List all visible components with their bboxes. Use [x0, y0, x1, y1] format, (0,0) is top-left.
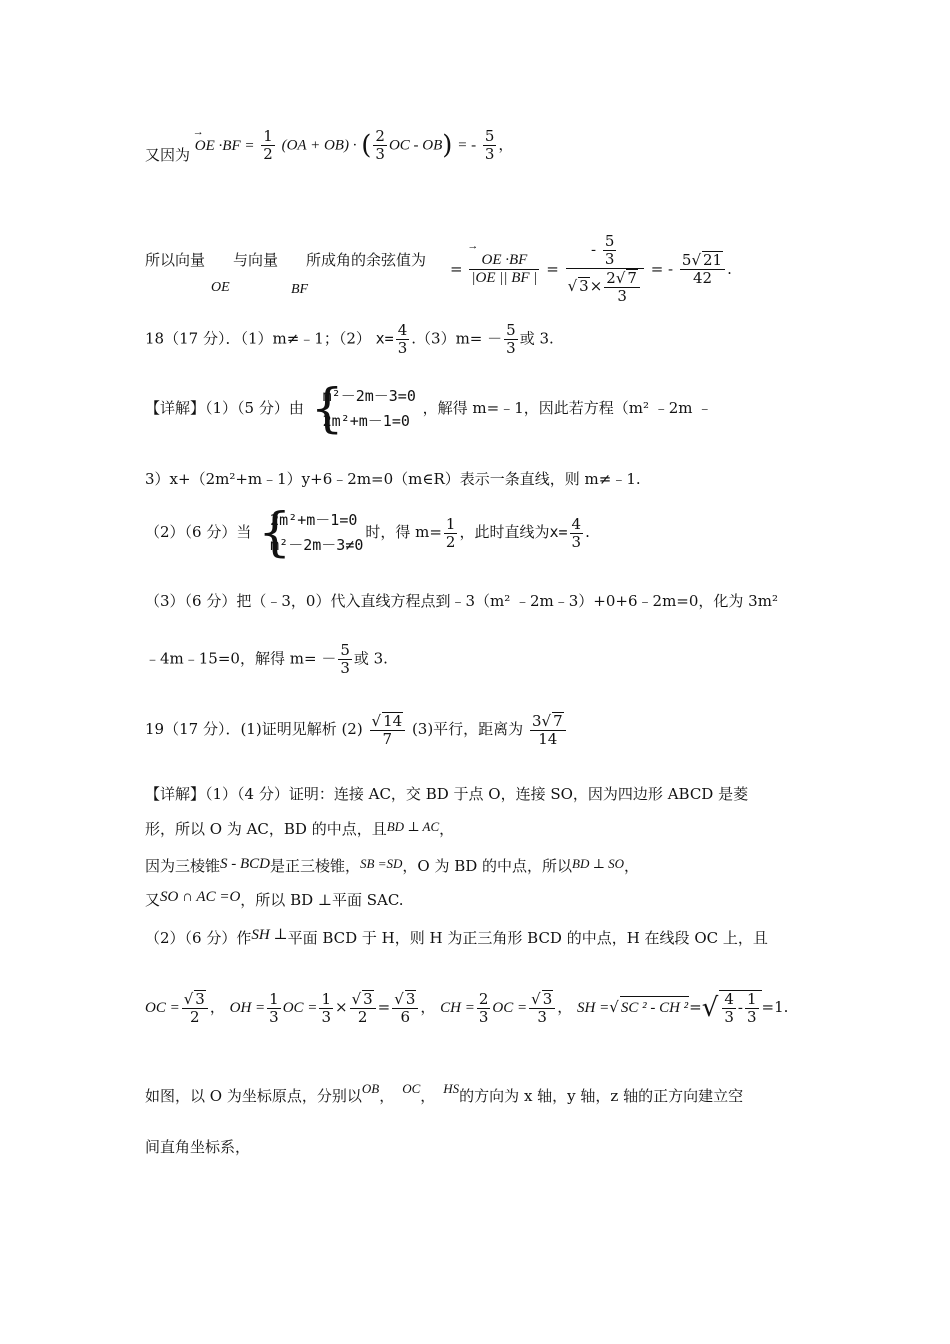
text-xiangliang: 所以向量	[145, 251, 206, 269]
eq-minus: = -	[457, 137, 477, 154]
d19c-pre: 因为三棱锥	[145, 857, 221, 875]
frac-den: |OE || BF |	[471, 269, 538, 286]
frac-sqrt3-2	[350, 990, 376, 1026]
line-oe-bf-dot	[145, 128, 513, 163]
expr-bd-perp-so: BD ⊥ SO	[572, 856, 624, 871]
frac-num: 1	[269, 989, 279, 1008]
d18-pre: 【详解】（1）（5 分）由	[145, 399, 304, 417]
frac-num: √ 3	[529, 990, 555, 1009]
vector-oe-label: OE	[211, 280, 230, 295]
sqrt-3: 3	[195, 990, 205, 1008]
frac-den: 3	[397, 339, 408, 357]
sqrt-big	[719, 990, 761, 1026]
vector-hs: HS	[443, 1081, 460, 1096]
frac-den: 2	[190, 1008, 200, 1026]
d19c-mid2: ，O 为 BD 的中点，所以	[402, 857, 573, 875]
frac-two-thirds	[373, 128, 387, 163]
frac-den: 3	[478, 1007, 489, 1026]
frac-num: √ 3	[392, 990, 418, 1009]
d18c-mid2: ，此时直线为	[459, 523, 550, 541]
frac-den: 2	[263, 145, 273, 163]
line-cosine	[145, 213, 732, 305]
frac-num: 2√ 7	[604, 269, 640, 288]
times: ×	[334, 998, 348, 1016]
sh-label: SH =	[577, 1000, 610, 1016]
equation-system	[310, 379, 416, 439]
text-angle-cos: 所成角的余弦值为	[306, 251, 427, 269]
expr-oe-bf: → OE ·BF =	[195, 135, 255, 157]
frac-num: 2	[375, 127, 385, 145]
sqrt-14: 14	[383, 712, 403, 730]
frac-den: 3	[746, 1008, 757, 1026]
frac-half	[261, 128, 275, 163]
expr-bd-perp-ac: BD ⊥ AC	[386, 819, 440, 834]
frac-den: 3	[269, 1007, 279, 1026]
frac-den: 14	[538, 730, 558, 748]
punct: .	[727, 260, 732, 278]
d18e-tail: 或 3.	[353, 649, 388, 668]
frac-den: 3	[506, 339, 516, 357]
d19c-mid1: 是正三棱锥，	[270, 857, 361, 875]
oc-label: OC =	[145, 1000, 180, 1016]
sqrt-21: 21	[703, 251, 723, 269]
frac-four-thirds	[396, 322, 410, 357]
times: ×	[589, 277, 603, 295]
frac-num: 4	[724, 990, 734, 1008]
frac-num: 1	[746, 990, 757, 1008]
coef: 2	[606, 269, 616, 287]
frac-den: 3	[321, 1007, 331, 1026]
sqrt-7: 7	[553, 712, 563, 730]
frac-sqrt3-3	[529, 990, 555, 1026]
expr-so-cap-ac: SO ∩ AC =O	[160, 889, 241, 905]
frac-den: 6	[400, 1008, 411, 1026]
frac-five-thirds	[483, 128, 497, 163]
q18-answer	[145, 322, 554, 357]
q19-answer	[145, 712, 568, 748]
punct: ，	[557, 998, 573, 1016]
punct: .	[783, 998, 789, 1016]
equation-system	[258, 503, 364, 563]
d19-line1: 【详解】（1）（4 分）证明：连接 AC，交 BD 于点 O，连接 SO，因为四边形 ABCD 是菱	[145, 785, 749, 803]
q18-tail: 或 3.	[519, 329, 554, 348]
d18-part2	[145, 503, 590, 563]
paren-close: )	[442, 130, 453, 161]
punct: ，	[420, 998, 436, 1016]
x-eq: x=	[375, 329, 394, 348]
sqrt-3: 3	[363, 990, 373, 1008]
expr-s-bcd: S - BCD	[220, 856, 271, 872]
d19g-pre: 如图，以 O 为坐标原点，分别以	[145, 1087, 362, 1105]
d19-line3	[145, 855, 639, 878]
result: =1	[761, 998, 784, 1016]
d19-line8: 间直角坐标系，	[145, 1138, 251, 1156]
frac-one-third	[267, 991, 281, 1026]
frac-num: 5√ 21	[680, 251, 725, 270]
minus: －	[321, 649, 337, 668]
frac-den: 3	[484, 145, 495, 163]
frac-den: 3	[604, 250, 615, 268]
expr-sh-perp: SH ⊥	[251, 927, 288, 943]
frac-den: 3	[340, 659, 350, 677]
frac-num: - $\frac{5}{3}$	[566, 233, 644, 269]
frac-num: 5	[604, 232, 615, 250]
d19d-pre: 又	[145, 891, 161, 909]
sqrt-3: 3	[405, 990, 416, 1008]
eq-line: m²－2m－3≠0	[270, 536, 364, 554]
frac-den: 3	[724, 1008, 734, 1026]
d19e-post: 平面 BCD 于 H，则 H 为正三角形 BCD 的中点，H 在线段 OC 上，且	[287, 929, 768, 947]
eq-line: m²－2m－3=0	[322, 387, 416, 405]
d18c-mid: 时，得 m=	[365, 523, 442, 541]
frac-sqrt3-6	[392, 990, 418, 1026]
frac-half	[444, 516, 458, 551]
punct: ，	[209, 998, 225, 1016]
d18e-pre: ﹣4m﹣15=0，解得 m=	[145, 649, 317, 668]
sqrt-sc2-ch2: SC ² - CH ²	[620, 996, 689, 1019]
frac-den: 2	[445, 532, 456, 551]
punct: ，	[379, 1087, 395, 1105]
eq-line: 2m²+m－1=0	[322, 412, 410, 430]
frac-num: 2	[478, 989, 489, 1008]
frac-five-thirds	[338, 642, 352, 677]
text-suo-yi	[145, 251, 426, 269]
ch-label: CH =	[440, 1000, 475, 1016]
coef: 3	[531, 712, 542, 730]
punct: ，	[420, 1087, 436, 1105]
d19e-pre: （2）（6 分）作	[145, 929, 252, 947]
frac-num: √ 14	[370, 712, 406, 731]
d19-line2	[145, 818, 454, 841]
frac-num: 4	[397, 321, 408, 339]
frac-3sqrt7-14	[530, 712, 566, 748]
expr-oa-ob: (OA + OB) ·	[281, 137, 357, 154]
d18-part3-cont	[145, 642, 388, 677]
eq-line: 2m²+m－1=0	[270, 511, 358, 529]
vector-oc: OC	[402, 1081, 421, 1096]
cos-expression	[450, 233, 732, 305]
frac-one-third	[319, 991, 333, 1026]
eq: =	[377, 998, 391, 1016]
minus: －	[487, 329, 503, 348]
frac-num: 4	[571, 514, 582, 533]
d19-computations: OC = $\frac{√ 3}{2}$ ， OH = $\frac{1}{3}$ OC = $\frac{1}{3}$ × $\frac{√ 3}{2}$ = $\frac{√ 3}{6}$ ， CH = $\frac{2}{3}$ OC = $\frac{√ 3}{3}$ ， SH =√ SC ² - CH ²=√ $\frac{4}{3}$ - $\frac{1}{3}$ =1.	[145, 989, 789, 1026]
d19-line4	[145, 889, 404, 912]
minus: -	[737, 998, 743, 1017]
frac-five-thirds	[504, 322, 518, 357]
d19d-post: ，所以 BD ⊥平面 SAC.	[240, 891, 404, 909]
d18-part3: （3）（6 分）把（﹣3，0）代入直线方程点到﹣3（m² ﹣2m﹣3）+0+6﹣2m=0，化为 3m²	[145, 592, 778, 610]
q19-head: 19（17 分）．(1)证明见解析 (2)	[145, 720, 363, 738]
punct: ，	[498, 135, 514, 154]
d19g-post: 的方向为 x 轴，y 轴，z 轴的正方向建立空	[459, 1087, 744, 1105]
expr-sb-sd: SB =SD	[360, 856, 403, 871]
frac-den: √ 3× $\frac{2√ 7}{3}$	[566, 269, 644, 305]
frac-2sqrt7-3	[604, 269, 640, 305]
q19-mid: (3)平行，距离为	[411, 720, 524, 738]
punct: ，	[624, 857, 640, 875]
frac-num: → OE ·BF	[469, 252, 539, 270]
text-yu-xiangliang: 与向量	[233, 251, 279, 269]
vector-bf-label: BF	[291, 282, 309, 297]
d18-line2: 3）x+（2m²+m﹣1）y+6﹣2m=0（m∈R）表示一条直线，则 m≠﹣1.	[145, 470, 641, 488]
frac-num: √ 3	[182, 990, 208, 1009]
frac-big	[566, 233, 644, 305]
frac-dot-over-norms	[469, 252, 539, 287]
expr-oc-ob: OC - OB	[388, 137, 443, 154]
frac-den: 3	[537, 1008, 547, 1026]
frac-four-thirds	[570, 516, 584, 551]
frac-den: 2	[357, 1008, 368, 1026]
vector-ob: OB	[361, 1081, 380, 1096]
frac-den: 42	[692, 269, 713, 287]
frac-den: 7	[382, 730, 393, 748]
frac-den: 3	[617, 287, 627, 305]
frac-two-thirds	[477, 991, 491, 1026]
paren-open: (	[361, 130, 372, 161]
oc-eq: OC =	[492, 1000, 528, 1016]
eq: =	[450, 260, 463, 278]
brace: {	[258, 503, 292, 563]
punct: ，	[439, 820, 455, 838]
frac-result	[680, 251, 725, 287]
d18c-pre: （2）（6 分）当	[145, 523, 252, 541]
d19b-pre: 形，所以 O 为 AC，BD 的中点，且	[145, 820, 387, 838]
sqrt-7: 7	[627, 269, 637, 287]
sqrt-3: 3	[542, 990, 553, 1008]
frac-den: 3	[375, 145, 385, 163]
oh-label: OH =	[229, 1000, 266, 1016]
eq: =	[689, 998, 702, 1016]
frac-sqrt14-7	[370, 712, 406, 748]
frac-den: 3	[571, 532, 582, 551]
frac-num: √ 3	[350, 990, 376, 1009]
d18-post: ，解得 m=﹣1，因此若方程（m² ﹣2m ﹣	[422, 399, 713, 417]
x-eq: x=	[549, 523, 568, 541]
q18-mid: .（3）m=	[411, 329, 483, 348]
brace: {	[310, 379, 344, 439]
frac-num: 1	[321, 989, 331, 1008]
d19-line5	[145, 927, 768, 950]
frac-num: 1	[263, 127, 273, 145]
frac-neg-five-thirds	[603, 233, 617, 268]
frac-sqrt3-2	[182, 990, 208, 1026]
eq-minus: = -	[650, 260, 674, 278]
oc-eq: OC =	[282, 1000, 318, 1016]
eq: =	[546, 260, 559, 278]
coef: 5	[681, 251, 692, 269]
frac-four-thirds	[722, 991, 736, 1026]
frac-num: 5	[484, 127, 495, 145]
frac-num: 5	[506, 321, 516, 339]
frac-num: 5	[340, 641, 350, 659]
d19-line7	[145, 1081, 744, 1108]
sqrt-3: 3	[579, 277, 589, 295]
q18-head: 18（17 分）．（1）m≠﹣1；（2）	[145, 329, 371, 348]
punct: .	[585, 523, 590, 541]
frac-num: 1	[445, 514, 456, 533]
d18-part1	[145, 379, 713, 439]
text-you-yin-wei: 又因为	[145, 145, 191, 164]
frac-one-third	[745, 991, 759, 1026]
frac-num: 3√ 7	[530, 712, 566, 731]
